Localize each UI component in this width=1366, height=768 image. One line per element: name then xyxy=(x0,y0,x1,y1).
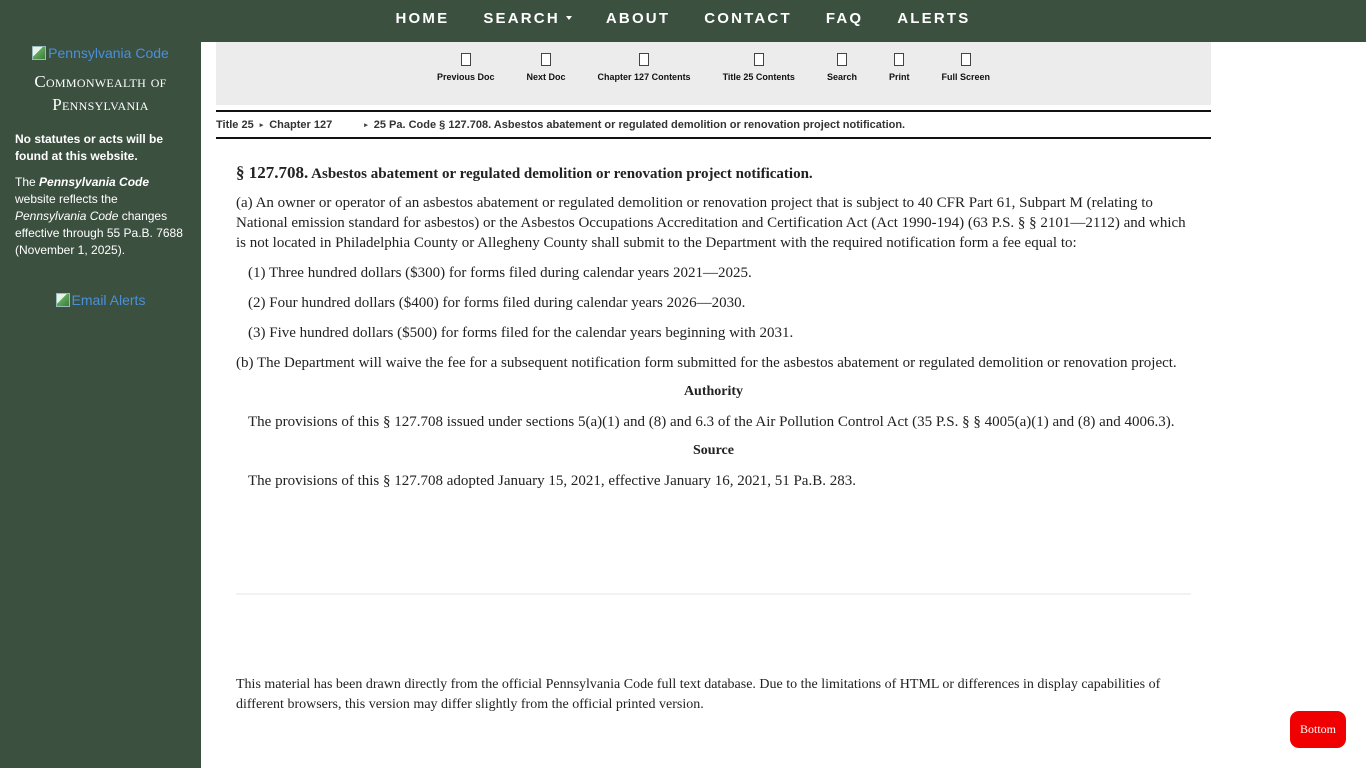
nav-item-alerts[interactable] xyxy=(880,0,987,36)
disclaimer: This material has been drawn directly from the official Pennsylvania Code full text database. Due to the limitations of HTML or differences in display capabilities of different browsers, this version may differ slightly from the official printed version. xyxy=(236,677,1161,712)
tool-label: Full Screen xyxy=(941,72,990,82)
title-contents-button[interactable] xyxy=(707,53,811,82)
chapter-contents-button[interactable] xyxy=(582,53,707,82)
commonwealth-line-2: Pennsylvania xyxy=(52,95,149,114)
next-doc-button[interactable] xyxy=(511,53,582,82)
paragraph-b: (b) The Department will waive the fee for a subsequent notification form submitted for the asbestos abatement or regulated demolition or renovation project. xyxy=(236,355,1177,371)
nav-label: CONTACT xyxy=(704,9,792,27)
previous-doc-icon xyxy=(461,53,471,66)
source-text: The provisions of this § 127.708 adopted January 15, 2021, effective January 16, 2021, 51 Pa.B. 283. xyxy=(248,473,856,489)
code-effective-notice xyxy=(0,174,201,259)
tool-label: Chapter 127 Contents xyxy=(597,72,691,82)
nav-item-faq[interactable] xyxy=(809,0,880,36)
chapter-contents-icon xyxy=(639,53,649,66)
nav-label: HOME xyxy=(395,9,450,27)
nav-item-about[interactable] xyxy=(589,0,687,36)
previous-doc-button[interactable] xyxy=(421,53,511,82)
section-title xyxy=(236,163,1191,184)
nav-item-search[interactable] xyxy=(466,0,589,36)
pennsylvania-code-logo-link[interactable] xyxy=(0,45,201,61)
breadcrumb-title-link[interactable]: Title 25 xyxy=(216,118,254,131)
document-content xyxy=(236,160,1191,491)
tool-label: Next Doc xyxy=(526,72,566,82)
section-number: § 127.708. xyxy=(236,163,309,182)
breadcrumb xyxy=(216,110,1211,139)
broken-image-icon xyxy=(32,46,46,60)
title-contents-icon xyxy=(754,53,764,66)
breadcrumb-separator-icon: ▸ xyxy=(259,121,264,129)
nav-item-contact[interactable] xyxy=(687,0,809,36)
caret-down-icon xyxy=(566,16,572,20)
nav-menu xyxy=(379,6,988,36)
full-screen-icon xyxy=(961,53,971,66)
nav-label: SEARCH xyxy=(483,9,560,27)
print-button[interactable] xyxy=(873,53,926,82)
divider xyxy=(236,593,1191,595)
breadcrumb-current: 25 Pa. Code § 127.708. Asbestos abatement or regulated demolition or renovation project notification. xyxy=(373,118,906,131)
section-heading-text: Asbestos abatement or regulated demolition or renovation project notification. xyxy=(308,166,813,182)
notice-text: website reflects the xyxy=(15,192,118,206)
tool-label: Previous Doc xyxy=(437,72,495,82)
notice-italic: Pennsylvania Code xyxy=(15,209,119,223)
nav-label: ALERTS xyxy=(897,9,971,27)
nav-item-home[interactable] xyxy=(379,0,467,36)
list-item: (2) Four hundred dollars ($400) for forms filed during calendar years 2026—2030. xyxy=(248,295,746,311)
breadcrumb-chapter-link[interactable]: Chapter 127 xyxy=(269,118,333,131)
notice-text: changes effective through 55 Pa.B. 7688 (November 1, 2025). xyxy=(15,209,183,257)
tool-label: Print xyxy=(888,72,910,82)
broken-image-icon xyxy=(56,293,70,307)
email-alerts-alt-text: Email Alerts xyxy=(71,292,146,308)
source-heading: Source xyxy=(693,443,734,458)
authority-text: The provisions of this § 127.708 issued under sections 5(a)(1) and (8) and 6.3 of the Air Pollution Control Act (35 P.S. § § 4005(a)(1) and (8) and 4006.3). xyxy=(248,414,1175,430)
nav-label: FAQ xyxy=(825,9,864,27)
commonwealth-heading xyxy=(0,70,201,116)
next-doc-icon xyxy=(541,53,551,66)
top-navigation xyxy=(0,0,1366,42)
logo-alt-text: Pennsylvania Code xyxy=(48,45,169,61)
commonwealth-line-1: Commonwealth of xyxy=(34,72,167,91)
full-screen-button[interactable] xyxy=(925,53,1006,82)
paragraph-a: (a) An owner or operator of an asbestos abatement or regulated demolition or renovation project that is subject to 40 CFR Part 61, Subpart M (relating to National emission standard for asbestos) or the Asbestos Occupations Accreditation and Certification Act (Act 1990-194) (63 P.S. § § 2101—2112) and which is not located in Philadelphia County or Allegheny County shall submit to the Department with the required notification form a fee equal to: xyxy=(236,195,1186,251)
email-alerts-link[interactable] xyxy=(0,292,201,308)
document-toolbar xyxy=(216,42,1211,105)
list-item: (3) Five hundred dollars ($500) for forms filed for the calendar years beginning with 2031. xyxy=(248,325,794,341)
breadcrumb-separator-icon: ▸ xyxy=(364,121,368,129)
list-item: (1) Three hundred dollars ($300) for forms filed during calendar years 2021—2025. xyxy=(248,265,752,281)
search-icon xyxy=(837,53,847,66)
tool-label: Title 25 Contents xyxy=(722,72,795,82)
notice-italic: Pennsylvania Code xyxy=(39,175,150,189)
sidebar xyxy=(0,42,201,768)
tool-label: Search xyxy=(826,72,857,82)
print-icon xyxy=(894,53,904,66)
search-button[interactable] xyxy=(811,53,873,82)
authority-heading: Authority xyxy=(683,384,744,399)
nav-label: ABOUT xyxy=(605,9,671,27)
notice-text: The xyxy=(15,175,40,189)
scroll-bottom-button[interactable]: Bottom xyxy=(1290,711,1346,748)
statutes-notice: No statutes or acts will be found at this website. xyxy=(15,132,164,163)
